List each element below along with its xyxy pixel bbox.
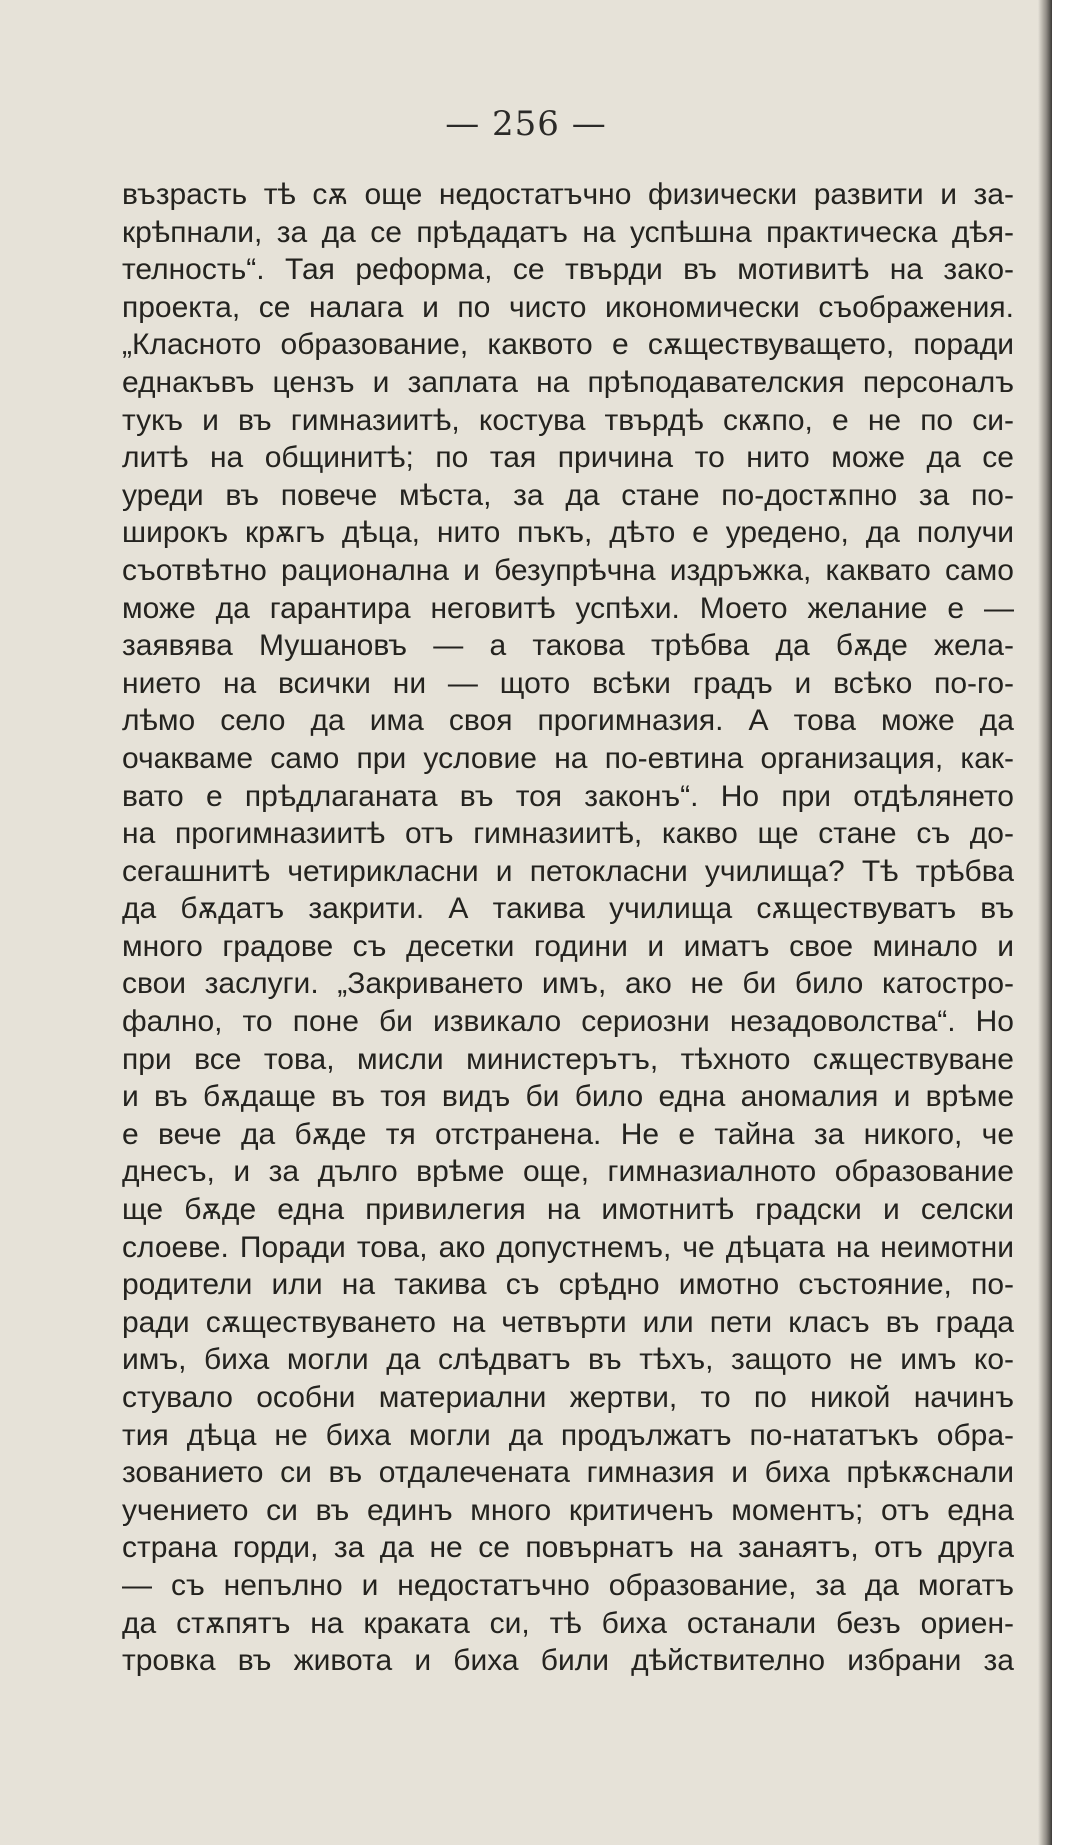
text-line: сегашнитѣ четирикласни и петокласни училища? Тѣ трѣбва [122, 854, 1014, 888]
text-line: вато е прѣдлаганата въ тоя законъ“. Но при отдѣлянето [122, 779, 1014, 813]
text-line: да стѫпятъ на краката си, тѣ биха останали безъ ориен- [122, 1606, 1014, 1640]
text-line: днесъ, и за дълго врѣме още, гимназиалното образование [122, 1155, 1014, 1189]
text-line: заявява Мушановъ — а такова трѣбва да бѫде жела- [122, 629, 1014, 663]
text-line: широкъ крѫгъ дѣца, нито пъкъ, дѣто е уредено, да получи [122, 516, 1014, 550]
text-line: фално, то поне би извикало сериозни незадоволства“. Но [122, 1005, 1014, 1039]
text-line: крѣпнали, за да се прѣдадатъ на успѣшна практическа дѣя- [122, 215, 1014, 249]
text-line: на прогимназиитѣ отъ гимназиитѣ, какво ще стане съ до- [122, 817, 1014, 851]
page-number: — 256 — [445, 104, 607, 144]
text-line: ще бѫде една привилегия на имотнитѣ градски и селски [122, 1193, 1014, 1227]
body-text [122, 176, 1014, 1680]
text-line: е вече да бѫде тя отстранена. Не е тайна за никого, че [122, 1117, 1014, 1151]
text-line: зованието си въ отдалечената гимназия и биха прѣкѫснали [122, 1456, 1014, 1490]
text-line: „Класното образование, каквото е сѫществуващето, поради [122, 328, 1014, 362]
text-line: може да гарантира неговитѣ успѣхи. Моето желание е — [122, 591, 1014, 625]
text-line: възрасть тѣ сѫ още недостатъчно физически развити и за- [122, 178, 1014, 211]
text-line: проекта, се налага и по чисто икономически съображения. [122, 290, 1014, 324]
text-line: и въ бѫдаще въ тоя видъ би било една аномалия и врѣме [122, 1080, 1014, 1114]
text-line: при все това, мисли министерътъ, тѣхното сѫществуване [122, 1042, 1014, 1076]
text-line: тровка въ живота и биха били дѣйствително избрани за [122, 1644, 1014, 1678]
text-line: съотвѣтно рационална и безупрѣчна издръжка, каквато само [122, 553, 1014, 587]
text-line: тукъ и въ гимназиитѣ, костува твърдѣ скѫпо, е не по си- [122, 403, 1014, 437]
text-line: телность“. Тая реформа, се твърди въ мотивитѣ на зако- [122, 253, 1014, 287]
text-line: ради сѫществуването на четвърти или пети класъ въ града [122, 1305, 1014, 1339]
text-line: имъ, биха могли да слѣдватъ въ тѣхъ, защото не имъ ко- [122, 1343, 1014, 1377]
text-line: слоеве. Поради това, ако допустнемъ, че дѣцата на неимотни [122, 1230, 1014, 1264]
text-line: еднакъвъ цензъ и заплата на прѣподавателския персоналъ [122, 365, 1014, 399]
text-line: уреди въ повече мѣста, за да стане по-достѫпно за по- [122, 478, 1014, 512]
page-edge-shadow [1038, 0, 1052, 1845]
text-line: родители или на такива съ срѣдно имотно състояние, по- [122, 1268, 1014, 1302]
text-line: да бѫдатъ закрити. А такива училища сѫществуватъ въ [122, 892, 1014, 926]
text-line: тия дѣца не биха могли да продължатъ по-нататъкъ обра- [122, 1418, 1014, 1452]
text-line: очакваме само при условие на по-евтина организация, как- [122, 741, 1014, 775]
text-line: лѣмо село да има своя прогимназия. А това може да [122, 704, 1014, 738]
text-line: — съ непълно и недостатъчно образование, за да могатъ [122, 1568, 1014, 1602]
text-line: много градове съ десетки години и иматъ свое минало и [122, 929, 1014, 963]
text-line: страна горди, за да не се повърнатъ на занаятъ, отъ друга [122, 1531, 1014, 1565]
text-line: нието на всички ни — щото всѣки градъ и всѣко по-го- [122, 666, 1014, 700]
text-line: стувало особни материални жертви, то по никой начинъ [122, 1381, 1014, 1414]
text-line: учението си въ единъ много критиченъ моментъ; отъ една [122, 1493, 1014, 1527]
text-line: литѣ на общинитѣ; по тая причина то нито може да се [122, 441, 1014, 475]
text-line: свои заслуги. „Закриването имъ, ако не би било катостро- [122, 967, 1014, 1001]
